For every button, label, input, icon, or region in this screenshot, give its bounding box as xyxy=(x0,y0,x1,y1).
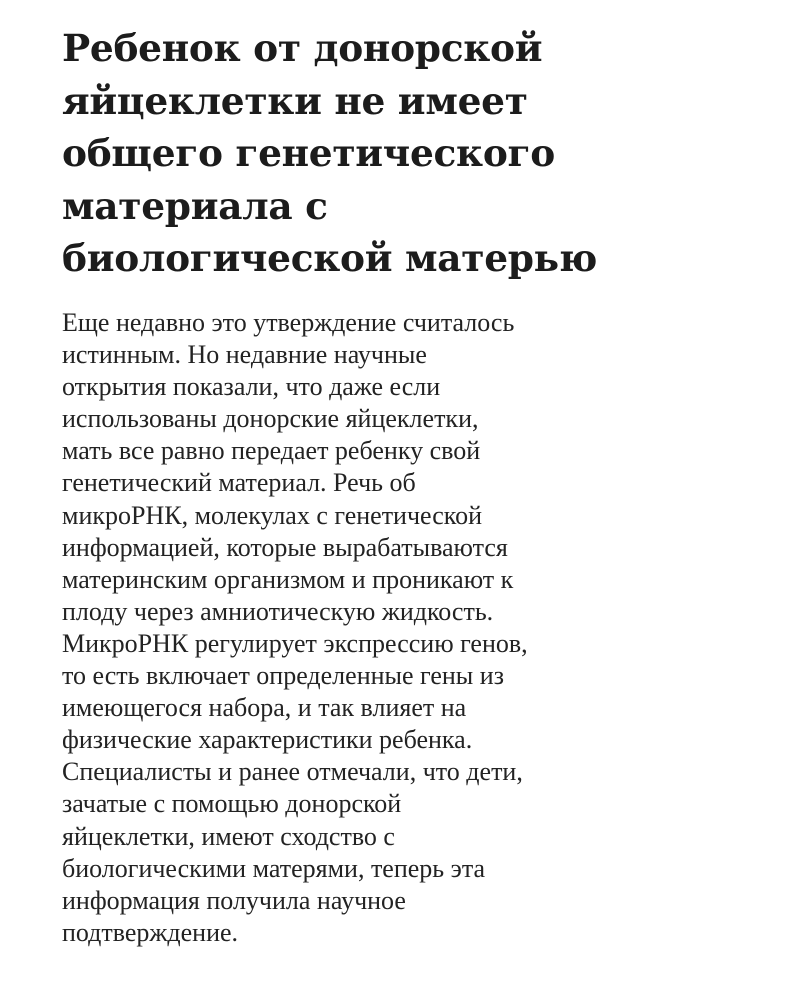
body-line: МикроРНК регулирует экспрессию генов, xyxy=(62,628,528,658)
body-line: яйцеклетки, имеют сходство с xyxy=(62,821,395,851)
body-line: использованы донорские яйцеклетки, xyxy=(62,404,479,434)
body-line: Специалисты и ранее отмечали, что дети, xyxy=(62,757,523,787)
body-line: генетический материал. Речь об xyxy=(62,468,416,498)
body-line: имеющегося набора, и так влияет на xyxy=(62,693,467,723)
body-line: мать все равно передает ребенку свой xyxy=(62,436,481,466)
article-headline xyxy=(62,22,762,285)
headline-line: материала с xyxy=(62,183,328,228)
body-line: открытия показали, что даже если xyxy=(62,372,441,402)
headline-line: биологической матерью xyxy=(62,236,597,280)
body-line: истинным. Но недавние научные xyxy=(62,340,427,370)
article-body xyxy=(62,307,762,949)
body-line: биологическими матерями, теперь эта xyxy=(62,853,486,883)
body-line: материнским организмом и проникают к xyxy=(62,564,514,594)
body-line: плоду через амниотическую жидкость. xyxy=(62,596,494,626)
headline-line: общего генетического xyxy=(62,131,555,175)
body-line: подтверждение. xyxy=(62,917,239,947)
body-line: Еще недавно это утверждение считалось xyxy=(62,308,515,337)
headline-line: яйцеклетки не имеет xyxy=(62,78,528,123)
body-line: зачатые с помощью донорской xyxy=(62,789,402,819)
body-line: то есть включает определенные гены из xyxy=(62,661,504,691)
body-line: физические характеристики ребенка. xyxy=(62,725,473,755)
body-line: информацией, которые вырабатываются xyxy=(62,532,508,562)
headline-line: Ребенок от донорской xyxy=(62,26,543,70)
body-line: информация получила научное xyxy=(62,885,406,915)
body-line: микроРНК, молекулах с генетической xyxy=(62,500,482,530)
